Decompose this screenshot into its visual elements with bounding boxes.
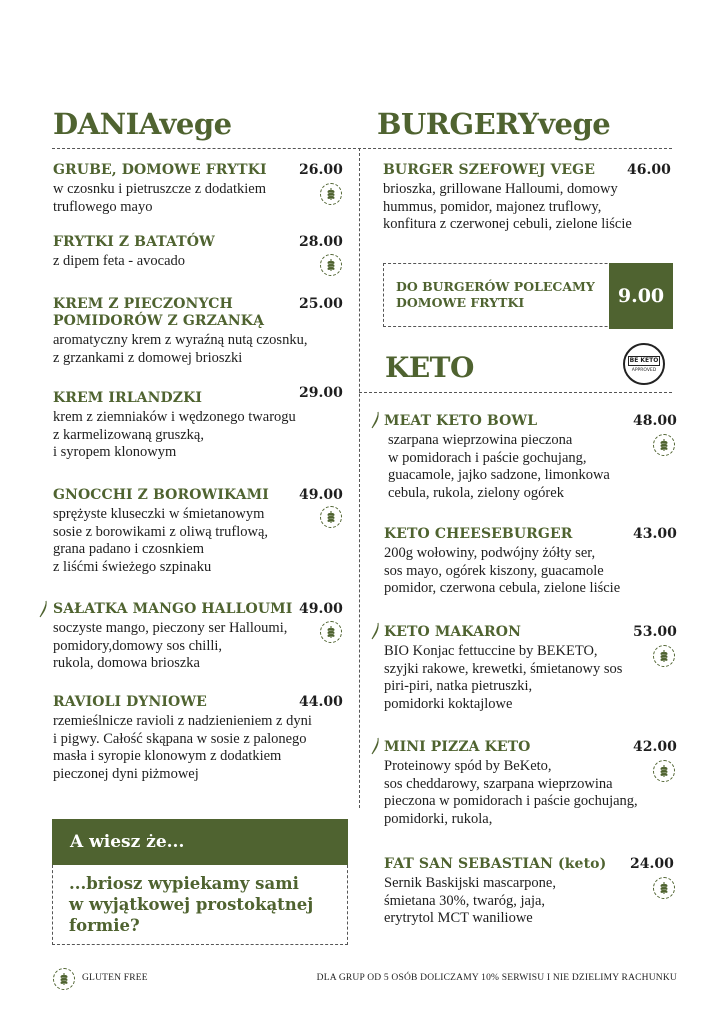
item-price: 46.00: [627, 162, 671, 178]
item-name: GNOCCHI Z BOROWIKAMI: [53, 487, 269, 503]
be-keto-approved-badge: BE KETO APPROVED: [623, 343, 665, 385]
gluten-free-legend-icon: [53, 968, 75, 990]
item-price: 24.00: [630, 856, 674, 872]
item-name: SAŁATKA MANGO HALLOUMI: [53, 601, 293, 617]
item-price: 42.00: [633, 739, 677, 755]
item-price: 49.00: [299, 601, 343, 617]
item-name: MEAT KETO BOWL: [384, 413, 538, 429]
chili-icon: [370, 622, 380, 640]
item-name: RAVIOLI DYNIOWE: [53, 694, 207, 710]
gluten-free-icon: [320, 254, 342, 276]
item-price: 53.00: [633, 624, 677, 640]
section-title-keto: KETO: [385, 351, 474, 384]
item-name: GRUBE, DOMOWE FRYTKI: [53, 162, 267, 178]
chili-icon: [38, 600, 48, 618]
gluten-free-icon: [320, 621, 342, 643]
item-price: 48.00: [633, 413, 677, 429]
item-description: soczyste mango, pieczony ser Halloumi, pomidory,domowy sos chilli, rukola, domowa brioszka: [53, 620, 288, 671]
item-description: BIO Konjac fettuccine by BEKETO, szyjki rakowe, krewetki, śmietanowy sos piri-piri, natka pietruszki, pomidorki koktajlowe: [384, 643, 623, 712]
item-description: sprężyste kluseczki w śmietanowym sosie z borowikami z oliwą truflową, grana padano i czosnkiem z liśćmi świeżego szpinaku: [53, 506, 269, 575]
gluten-free-icon: [320, 506, 342, 528]
item-name: FRYTKI Z BATATÓW: [53, 234, 215, 250]
item-price: 43.00: [633, 526, 677, 542]
item-description: 200g wołowiny, podwójny żółty ser, sos mayo, ogórek kiszony, guacamole pomidor, czerwona cebula, zielone liście: [384, 545, 621, 596]
item-name: KREM Z PIECZONYCH POMIDORÓW Z GRZANKĄ: [53, 296, 265, 329]
item-price: 26.00: [299, 162, 343, 178]
section-title-burgery: BURGERYvege: [377, 107, 611, 141]
item-name: KETO MAKARON: [384, 624, 521, 640]
item-name: BURGER SZEFOWEJ VEGE: [383, 162, 595, 178]
item-price: 25.00: [299, 296, 343, 312]
gluten-free-icon: [653, 434, 675, 456]
item-description: z dipem feta - avocado: [53, 253, 186, 269]
item-price: 44.00: [299, 694, 343, 710]
item-price: 49.00: [299, 487, 343, 503]
info-box-text: ...briosz wypiekamy sami w wyjątkowej prostokątnej formie?: [69, 874, 314, 935]
item-price: 28.00: [299, 234, 343, 250]
keto-divider: [359, 392, 672, 393]
item-description: Sernik Baskijski mascarpone, śmietana 30%, twaróg, jaja, erytrytol MCT waniliowe: [384, 875, 556, 926]
chili-icon: [370, 737, 380, 755]
item-price: 29.00: [299, 385, 343, 401]
gluten-free-icon: [653, 877, 675, 899]
section-title-dania: DANIAvege: [53, 107, 232, 141]
item-name: FAT SAN SEBASTIAN (keto): [384, 856, 607, 872]
promo-box: [383, 263, 673, 327]
item-description: Proteinowy spód by BeKeto, sos cheddarowy, szarpana wieprzowina pieczona w pomidorach i paście gochujang, pomidorki, rukola,: [384, 758, 638, 827]
item-description: szarpana wieprzowina pieczona w pomidorach i paście gochujang, guacamole, jajko sadzone, limonkowa cebula, rukola, zielony ogórek: [388, 432, 610, 501]
gluten-free-icon: [653, 645, 675, 667]
item-description: w czosnku i pietruszcze z dodatkiem truflowego mayo: [53, 181, 266, 215]
footer-service-note: DLA GRUP OD 5 OSÓB DOLICZAMY 10% SERWISU I NIE DZIELIMY RACHUNKU: [316, 973, 677, 983]
gluten-free-icon: [653, 760, 675, 782]
item-description: aromatyczny krem z wyraźną nutą czosnku, z grzankami z domowej brioszki: [53, 332, 308, 366]
item-description: rzemieślnicze ravioli z nadzienieniem z dyni i pigwy. Całość skąpana w sosie z palonego masła i syropie klonowym z dodatkiem pieczonej dyni piżmowej: [53, 713, 312, 782]
promo-price: 9.00: [609, 263, 673, 329]
item-name: KREM IRLANDZKI: [53, 390, 203, 406]
item-description: brioszka, grillowane Halloumi, domowy hummus, pomidor, majonez truflowy, konfitura z czerwonej cebuli, zielone liście: [383, 181, 632, 232]
promo-text: DO BURGERÓW POLECAMY DOMOWE FRYTKI: [396, 279, 595, 310]
gluten-free-legend-label: GLUTEN FREE: [82, 973, 148, 983]
item-description: krem z ziemniaków i wędzonego twarogu z karmelizowaną gruszką, i syropem klonowym: [53, 409, 296, 460]
item-name: MINI PIZZA KETO: [384, 739, 531, 755]
chili-icon: [370, 411, 380, 429]
info-box-header: A wiesz że...: [52, 819, 348, 865]
column-divider: [359, 148, 360, 808]
item-name: KETO CHEESEBURGER: [384, 526, 573, 542]
info-box: [52, 865, 348, 945]
gluten-free-icon: [320, 183, 342, 205]
header-divider: [52, 148, 672, 149]
